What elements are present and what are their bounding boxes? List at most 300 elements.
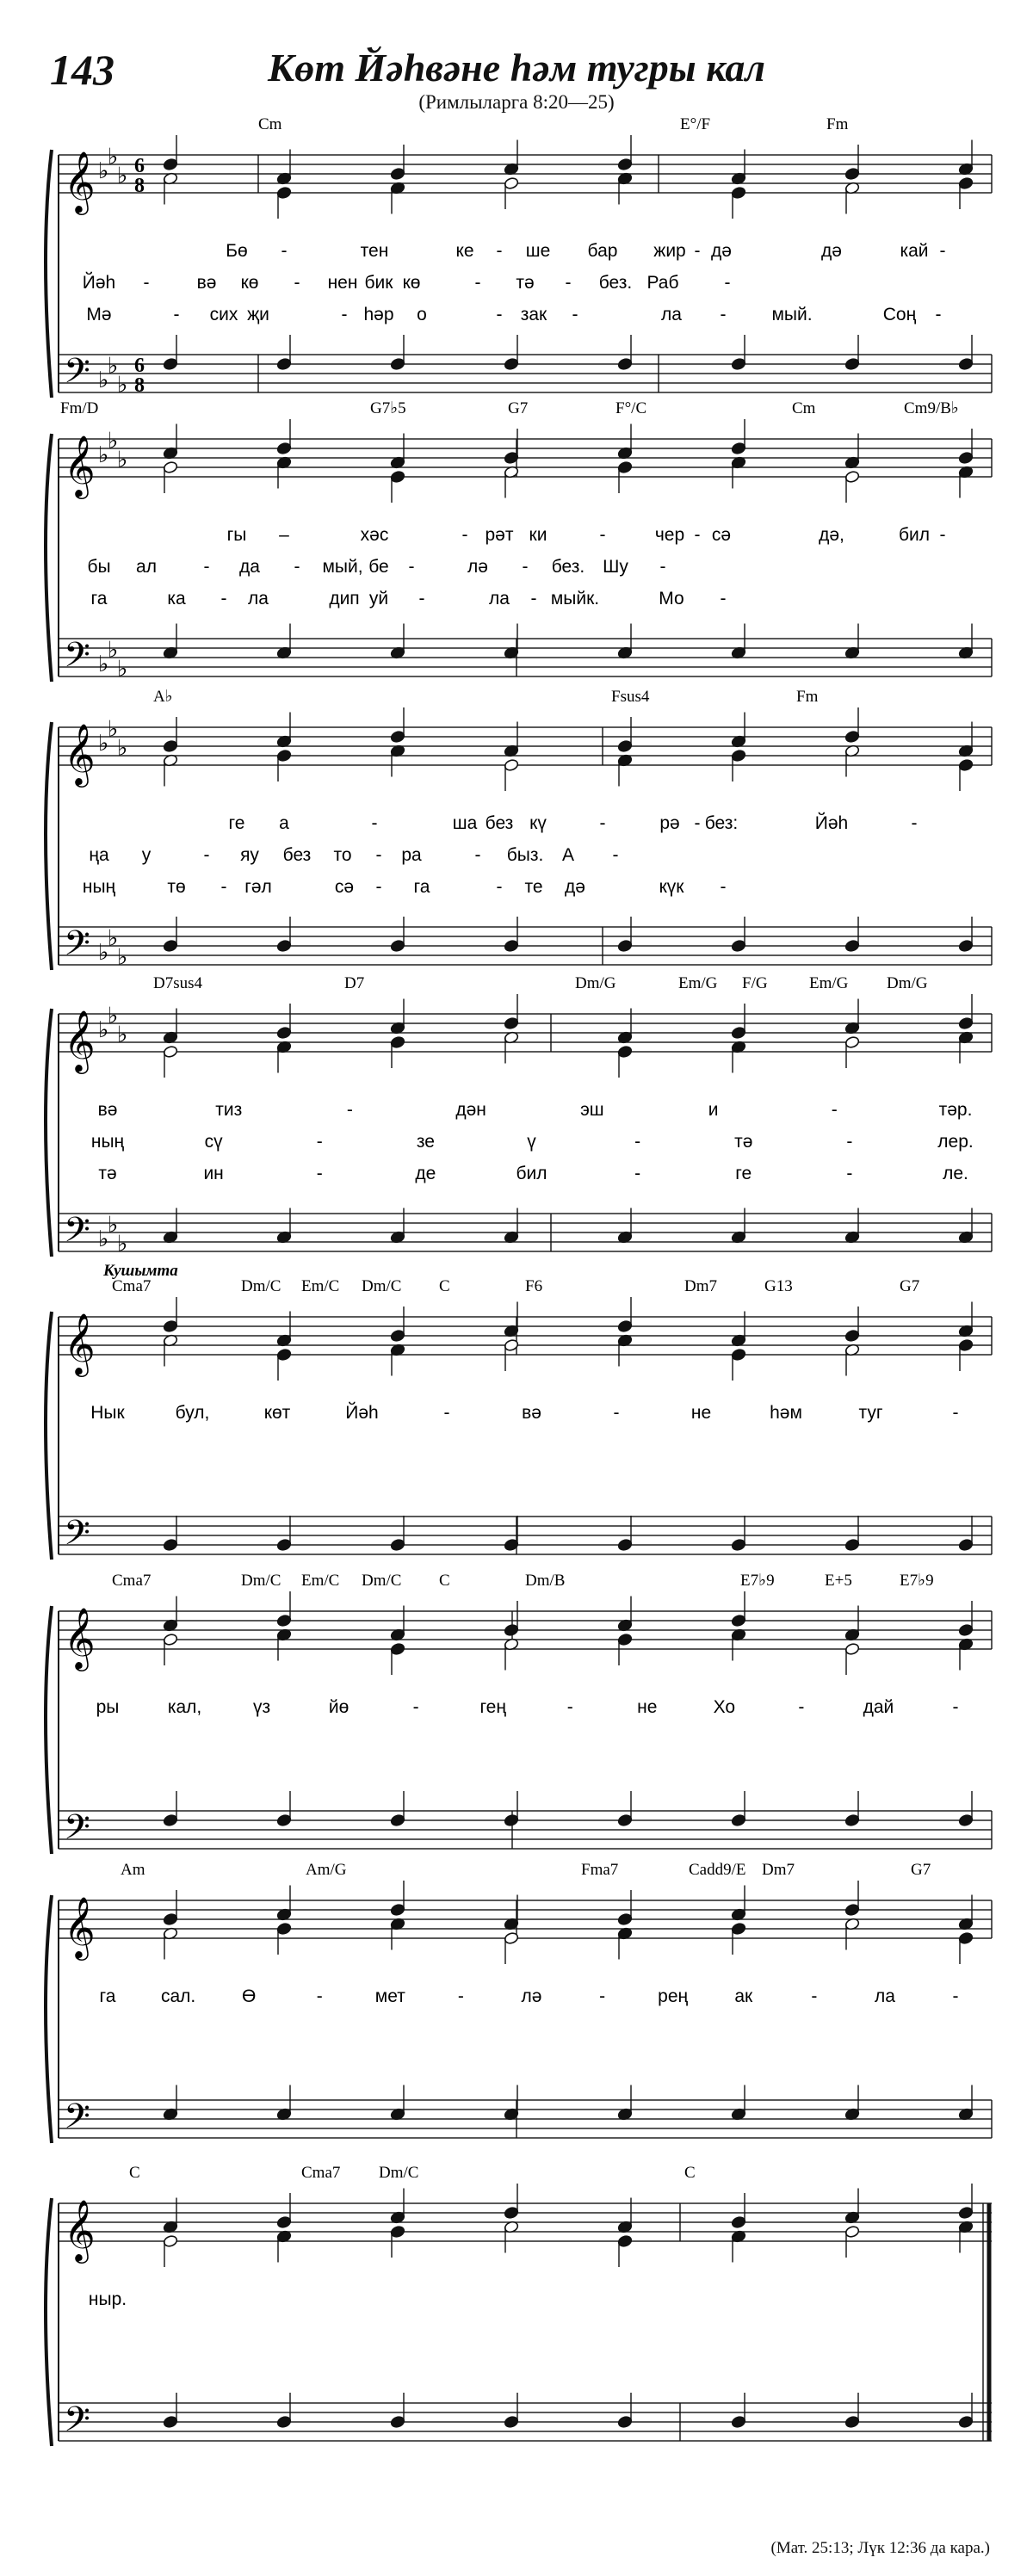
note-head [958,1623,974,1636]
flat-icon: ♭ [117,372,128,398]
chord-symbol: Dm/C [241,1572,281,1590]
lyric-hyphen: - [496,305,503,324]
chord-symbol: Cma7 [112,1572,152,1590]
chord-symbol: C [439,1572,450,1590]
note-head [276,1614,292,1627]
lyric-hyphen: - [412,1697,419,1717]
lyric-syllable: зак [520,305,547,324]
lyric-syllable: ныр. [88,2289,127,2309]
treble-clef-icon: 𝄞 [64,434,96,497]
lyric-hyphen: - [831,1100,838,1120]
chord-symbol: C [684,2164,696,2182]
note-head [276,939,292,952]
lyric-hyphen: - [281,241,288,261]
chord-symbol: E°/F [680,115,711,133]
note-head [958,176,974,189]
lyric-syllable: үз [253,1697,271,1717]
treble-clef-icon: 𝄞 [64,1895,96,1958]
note-head [390,2225,405,2238]
lyric-syllable: Нык [90,1403,125,1423]
chord-symbol: Am/G [306,1861,347,1879]
lyric-syllable: у [141,845,152,865]
note-head [163,357,178,370]
lyric-syllable: А [561,845,575,865]
time-signature-top: 6 [134,155,145,177]
lyric-syllable: без [485,813,514,833]
note-head [844,357,860,370]
note-head [617,2234,633,2247]
lyric-syllable: кү [529,813,547,833]
flat-icon: ♭ [108,1003,119,1029]
lyric-syllable: тен [360,241,389,261]
lyric-syllable: га [90,589,108,608]
note-head [958,2415,974,2428]
chord-symbol: G7 [900,1277,920,1295]
note-head [163,1813,178,1826]
lyric-syllable: без. [598,273,633,293]
lyric-syllable: а [279,813,289,833]
lyric-syllable: кө [402,273,421,293]
lyric-hyphen: - [316,1986,323,2006]
lyric-hyphen: - [613,1403,620,1423]
lyric-syllable: о [417,305,427,324]
lyric-syllable: йө [328,1697,349,1717]
note-head [276,1026,292,1039]
note-head [163,939,178,952]
lyric-syllable: көт [263,1403,291,1423]
note-head [731,357,746,370]
chord-symbol: Dm7 [762,1861,795,1879]
note-head [163,2234,178,2247]
lyric-syllable: вә [522,1403,541,1423]
note-head [163,2415,178,2428]
note-head [731,1922,746,1935]
lyric-syllable: бе [368,557,389,577]
chord-symbol: Dm/G [887,974,928,992]
lyric-syllable: без [282,845,312,865]
lyric-syllable: хәс [360,525,389,545]
lyric-syllable: сү [204,1132,223,1152]
lyric-syllable: тиз [215,1100,243,1120]
lyric-syllable: күк [659,877,684,897]
lyric-syllable: мый. [771,305,813,324]
chord-symbol: Fm/D [60,399,99,417]
brace [46,434,52,682]
lyric-syllable: ки [529,525,547,545]
flat-icon: ♭ [117,163,128,189]
note-head [731,2415,746,2428]
lyric-hyphen: - [443,1403,450,1423]
lyric-syllable: ра [401,845,422,865]
flat-icon: ♭ [117,656,128,683]
lyric-syllable: ше [525,241,551,261]
chord-symbol: Dm/C [362,1277,402,1295]
note-head [731,1813,746,1826]
note-head [504,2415,519,2428]
lyric-hyphen: - [316,1132,323,1152]
lyric-syllable: де [415,1164,436,1183]
chord-symbol: E+5 [825,1572,852,1590]
note-head [617,1633,633,1646]
lyric-hyphen: - [572,305,578,324]
note-head [844,1903,860,1916]
hymn-number: 143 [50,46,114,94]
flat-icon: ♭ [98,731,109,757]
treble-clef-icon: 𝄞 [64,150,96,213]
lyric-syllable: те [524,877,543,897]
lyric-hyphen: - [341,305,348,324]
chord-symbol: Fsus4 [611,688,650,706]
lyric-hyphen: - [952,1697,959,1717]
note-head [844,167,860,180]
note-head [163,1912,178,1925]
note-head [617,1912,633,1925]
note-head [844,2415,860,2428]
chord-symbol: F/G [742,974,768,992]
flat-icon: ♭ [108,637,119,664]
note-head [276,1813,292,1826]
treble-clef-icon: 𝄞 [64,2198,96,2261]
lyric-syllable: дә, [819,525,844,545]
brace [46,722,52,970]
lyric-syllable: ге [228,813,245,833]
lyric-syllable: ңа [89,845,109,865]
treble-clef-icon: 𝄞 [64,1312,96,1374]
lyric-hyphen: - [694,525,701,545]
section-label: Кушымта [103,1262,178,1280]
lyric-syllable: дай [863,1697,894,1717]
lyric-syllable: уй [368,589,389,608]
note-head [617,2415,633,2428]
note-head [731,2215,746,2228]
lyric-hyphen: - [530,589,537,608]
lyric-syllable: ның [90,1132,125,1152]
lyric-hyphen: - [939,525,946,545]
lyric-hyphen: - [694,813,701,833]
lyric-syllable: ры [96,1697,120,1717]
lyric-syllable: рәт [485,525,514,545]
chord-symbol: D7 [344,974,365,992]
lyric-hyphen: - [659,557,666,577]
lyric-syllable: ка [167,589,186,608]
note-head [844,1813,860,1826]
lyric-hyphen: - [935,305,942,324]
lyric-syllable: ге [735,1164,752,1183]
lyric-syllable: Раб [646,273,679,293]
brace [46,2198,52,2446]
note-head [958,1538,974,1551]
flat-icon: ♭ [98,1017,109,1043]
bass-clef-icon: 𝄢 [64,1513,90,1562]
note-head [390,1035,405,1048]
chord-symbol: Dm7 [684,1277,717,1295]
lyric-syllable: Йәһ [82,273,116,293]
lyric-syllable: Ө [241,1986,257,2006]
note-head [731,1614,746,1627]
note-head [504,2206,519,2219]
lyric-syllable: ла [874,1986,895,2006]
lyric-syllable: бик [364,273,393,293]
lyric-syllable: сих [209,305,238,324]
note-head [504,939,519,952]
note-head [163,460,178,473]
note-head [390,1538,405,1551]
lyric-syllable: ла [489,589,510,608]
lyric-hyphen: - [720,877,727,897]
lyric-hyphen: - [720,589,727,608]
note-head [617,460,633,473]
note-head [617,939,633,952]
brace [46,1606,52,1854]
lyric-syllable: быз. [506,845,544,865]
lyric-syllable: нен [327,273,358,293]
note-head [276,1348,292,1361]
lyric-syllable: Бө [226,241,248,261]
lyric-syllable: без: [704,813,739,833]
lyric-syllable: һәр [363,305,394,324]
chord-symbol: G7♭5 [370,399,406,417]
lyric-syllable: бул, [175,1403,210,1423]
lyric-syllable: тә [98,1164,117,1183]
flat-icon: ♭ [108,428,119,454]
note-head [276,357,292,370]
note-head [958,1931,974,1944]
lyric-syllable: не [690,1403,712,1423]
flat-icon: ♭ [98,368,109,393]
lyric-syllable: тә [516,273,535,293]
note-head [958,758,974,771]
note-head [163,158,178,170]
lyric-syllable: бар [587,241,618,261]
note-head [731,749,746,762]
chord-symbol: Em/C [301,1277,340,1295]
lyric-hyphen: - [846,1164,853,1183]
note-head [276,442,292,454]
flat-icon: ♭ [98,158,109,184]
lyric-hyphen: - [599,1986,606,2006]
chord-symbol: Dm/C [241,1277,281,1295]
lyric-hyphen: - [294,557,300,577]
note-head [504,176,519,189]
lyric-hyphen: - [203,845,210,865]
note-head [390,470,405,483]
chord-symbol: A♭ [153,688,173,706]
note-head [390,1329,405,1342]
note-head [504,357,519,370]
note-head [504,758,519,771]
note-head [844,1538,860,1551]
note-head [958,2206,974,2219]
chord-symbol: Cma7 [301,2164,341,2182]
lyric-hyphen: - [939,241,946,261]
lyric-hyphen: - [496,241,503,261]
chord-symbol: F°/C [615,399,647,417]
lyric-syllable: дип [329,589,360,608]
lyric-hyphen: - [720,305,727,324]
lyric-hyphen: - [566,1697,573,1717]
lyric-hyphen: - [173,305,180,324]
flat-icon: ♭ [117,735,128,762]
flat-icon: ♭ [117,1022,128,1048]
note-head [731,939,746,952]
time-signature-bottom: 8 [134,374,145,397]
bass-clef-icon: 𝄢 [64,2400,90,2449]
lyric-syllable: Хо [713,1697,736,1717]
lyric-syllable: Йәһ [814,813,849,833]
lyric-syllable: яу [240,845,259,865]
brace [46,150,52,398]
note-head [390,2415,405,2428]
lyric-hyphen: - [811,1986,818,2006]
time-signature-bottom: 8 [134,175,145,197]
lyric-syllable: мый, [322,557,363,577]
lyric-syllable: жир [653,241,686,261]
chord-symbol: Dm/C [362,1572,402,1590]
lyric-syllable: Шу [603,557,628,577]
chord-symbol: Dm/G [575,974,616,992]
chord-symbol: E7♭9 [740,1572,775,1590]
lyric-syllable: бил [898,525,931,545]
note-head [617,1319,633,1332]
flat-icon: ♭ [117,1231,128,1257]
bass-clef-icon: 𝄢 [64,351,90,400]
lyric-hyphen: - [203,557,210,577]
note-head [731,1538,746,1551]
chord-symbol: Dm/C [379,2164,419,2182]
note-head [276,186,292,199]
flat-icon: ♭ [98,652,109,677]
lyric-syllable: да [239,557,260,577]
chord-symbol: Cma7 [112,1277,152,1295]
chord-symbol: Cm [258,115,282,133]
flat-icon: ♭ [117,447,128,473]
note-head [958,1813,974,1826]
note-head [163,1319,178,1332]
note-head [844,939,860,952]
chord-symbol: Cadd9/E [689,1861,746,1879]
note-head [617,739,633,752]
lyric-syllable: мыйк. [550,589,600,608]
lyric-syllable: тә [734,1132,753,1152]
note-head [390,1642,405,1655]
lyric-syllable: туг [858,1403,883,1423]
lyric-hyphen: - [911,813,918,833]
brace [46,1895,52,2143]
note-head [617,1538,633,1551]
note-head [844,1035,860,1048]
note-head [958,451,974,464]
note-head [390,1813,405,1826]
lyric-syllable: сә [334,877,355,897]
lyric-hyphen: - [634,1132,641,1152]
note-head [617,357,633,370]
note-head [504,1016,519,1029]
note-head [844,1642,860,1655]
lyric-hyphen: - [418,589,425,608]
lyric-hyphen: - [952,1986,959,2006]
lyric-syllable: вә [97,1100,118,1120]
lyric-syllable: и [708,1100,719,1120]
lyric-syllable: мет [374,1986,405,2006]
chord-symbol: Fm [826,115,849,133]
chord-symbol: Fma7 [581,1861,619,1879]
lyric-syllable: лә [521,1986,542,2006]
lyric-syllable: лер. [937,1132,974,1152]
note-head [163,739,178,752]
lyric-syllable: ла [248,589,269,608]
hymn-title: Көт Йәһвәне һәм тугры кал [268,46,765,90]
note-head [844,730,860,743]
flat-icon: ♭ [98,442,109,468]
bass-clef-icon: 𝄢 [64,1210,90,1259]
chord-symbol: Em/G [809,974,849,992]
lyric-syllable: без. [551,557,585,577]
lyric-syllable: ке [455,241,474,261]
brace [46,1312,52,1560]
note-head [276,1538,292,1551]
note-head [731,442,746,454]
lyric-hyphen: - [375,877,382,897]
note-head [731,1026,746,1039]
lyric-hyphen: - [371,813,378,833]
chord-symbol: Cm9/B♭ [904,399,959,417]
lyric-hyphen: - [724,273,731,293]
lyric-syllable: га [413,877,430,897]
lyric-syllable: ша [452,813,478,833]
treble-clef-icon: 𝄞 [64,1009,96,1072]
footer-reference: (Мат. 25:13; Лүк 12:36 да кара.) [770,2539,990,2557]
lyric-hyphen: - [634,1164,641,1183]
note-head [958,1016,974,1029]
lyric-syllable: гы [226,525,247,545]
lyric-hyphen: - [599,813,606,833]
note-head [276,1922,292,1935]
bass-clef-icon: 𝄢 [64,924,90,973]
lyric-syllable: бы [87,557,111,577]
lyric-hyphen: - [496,877,503,897]
flat-icon: ♭ [108,716,119,743]
lyric-hyphen: - [798,1697,805,1717]
chord-symbol: F6 [525,1277,543,1295]
lyric-hyphen: - [952,1403,959,1423]
lyric-hyphen: - [220,877,227,897]
lyric-hyphen: - [474,845,481,865]
lyric-syllable: то [333,845,352,865]
note-head [731,1348,746,1361]
lyric-syllable: һәм [770,1403,802,1423]
lyric-syllable: Мә [86,305,112,324]
lyric-hyphen: - [599,525,606,545]
note-head [390,167,405,180]
chord-symbol: Fm [796,688,819,706]
note-head [958,357,974,370]
lyric-syllable: ин [203,1164,224,1183]
bass-clef-icon: 𝄢 [64,2097,90,2146]
lyric-syllable: ле. [943,1164,968,1183]
lyric-syllable: җи [247,305,269,324]
lyric-syllable: рең [658,1986,689,2006]
note-head [844,2225,860,2238]
note-head [390,730,405,743]
lyric-hyphen: - [694,241,701,261]
note-head [276,749,292,762]
lyric-syllable: лә [467,557,488,577]
chord-symbol: Dm/B [525,1572,566,1590]
lyric-hyphen: - [408,557,415,577]
lyric-syllable: кал, [167,1697,202,1717]
lyric-syllable: ү [527,1132,536,1152]
note-head [390,939,405,952]
